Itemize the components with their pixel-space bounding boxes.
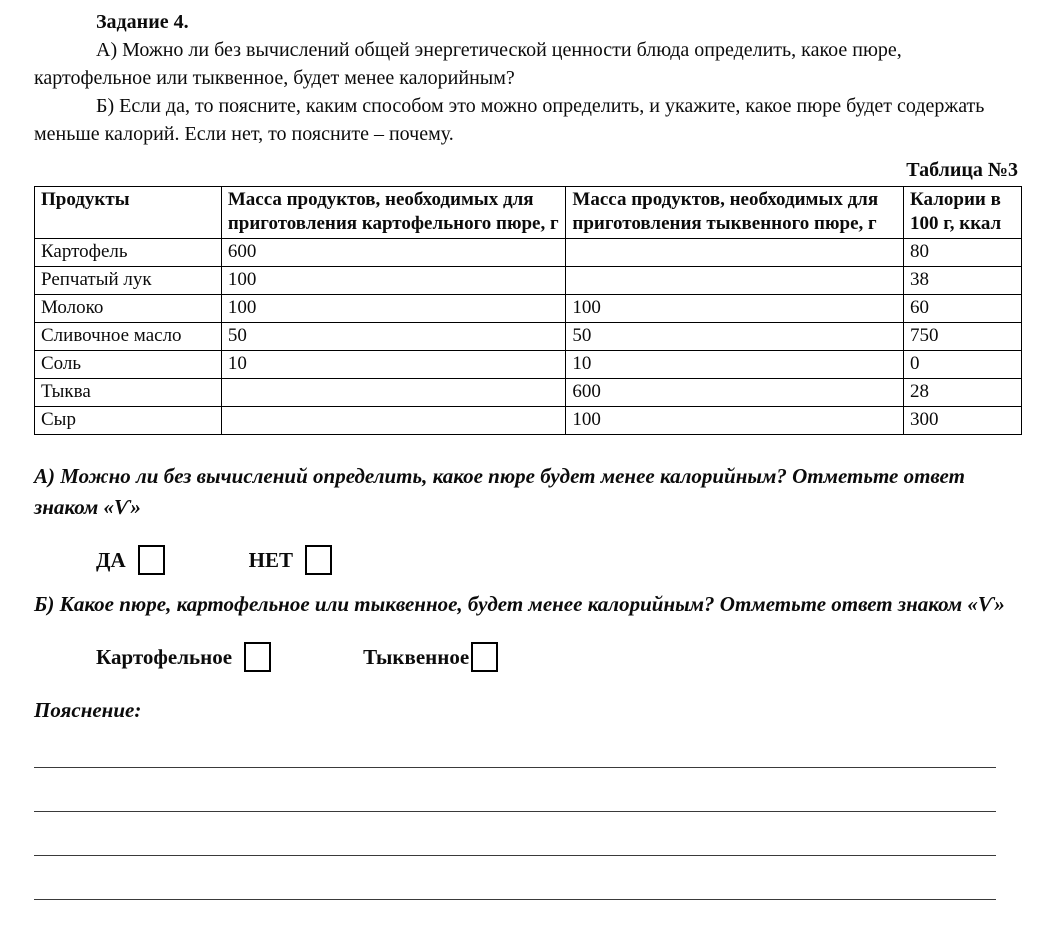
cell-pumpkin-mass: 100 [566,295,904,323]
option-no [249,545,332,575]
cell-pumpkin-mass [566,267,904,295]
question-b-options [96,642,1020,672]
explanation-label: Пояснение: [34,698,142,722]
header-products: Продукты [35,187,222,239]
cell-pumpkin-mass: 10 [566,351,904,379]
answer-line[interactable] [34,750,996,768]
answer-line[interactable] [34,768,996,812]
header-calories: Калории в 100 г, ккал [904,187,1022,239]
cell-product: Соль [35,351,222,379]
cell-product: Картофель [35,239,222,267]
table-row [35,379,1022,407]
table-row [35,267,1022,295]
answer-line[interactable] [34,856,996,900]
answer-line[interactable] [34,812,996,856]
question-a-text: А) Можно ли без вычислений определить, какое пюре будет менее калорийным? Отметьте ответ знаком «Ѵ» [34,464,965,519]
checkbox-pumpkin[interactable] [471,642,498,672]
cell-potato-mass: 100 [221,267,566,295]
option-pumpkin-label: Тыквенное [363,645,470,669]
checkbox-no[interactable] [305,545,332,575]
checkbox-potato[interactable] [244,642,271,672]
header-potato-mass: Масса продуктов, необходимых для приготовления картофельного пюре, г [221,187,566,239]
table-row [35,295,1022,323]
question-b-text: Б) Какое пюре, картофельное или тыквенное, будет менее калорийным? Отметьте ответ знаком «Ѵ» [34,592,1005,616]
cell-potato-mass: 50 [221,323,566,351]
table-row [35,239,1022,267]
checkbox-yes[interactable] [138,545,165,575]
option-pumpkin [363,642,498,672]
option-potato-label: Картофельное [96,645,233,669]
header-pumpkin-mass: Масса продуктов, необходимых для приготовления тыквенного пюре, г [566,187,904,239]
table-row [35,323,1022,351]
cell-product: Сыр [35,407,222,435]
cell-calories: 300 [904,407,1022,435]
cell-calories: 80 [904,239,1022,267]
cell-potato-mass: 100 [221,295,566,323]
task-title: Задание 4. [96,11,189,33]
cell-pumpkin-mass [566,239,904,267]
table-header-row [35,187,1022,239]
cell-calories: 60 [904,295,1022,323]
table-caption: Таблица №3 [906,159,1018,181]
option-potato [96,642,271,672]
cell-product: Молоко [35,295,222,323]
option-no-label: НЕТ [248,548,293,572]
cell-potato-mass: 10 [221,351,566,379]
task-paragraph-b: Б) Если да, то поясните, каким способом это можно определить, и укажите, какое пюре будет содержать меньше калорий. Если нет, то поясните – почему. [34,95,985,145]
answer-lines [34,750,1020,900]
cell-product: Репчатый лук [35,267,222,295]
cell-calories: 38 [904,267,1022,295]
cell-calories: 750 [904,323,1022,351]
option-yes [96,545,165,575]
cell-calories: 28 [904,379,1022,407]
cell-pumpkin-mass: 100 [566,407,904,435]
question-a-options [96,545,1020,575]
table-row [35,351,1022,379]
cell-potato-mass: 600 [221,239,566,267]
cell-potato-mass [221,407,566,435]
cell-product: Сливочное масло [35,323,222,351]
cell-product: Тыква [35,379,222,407]
cell-calories: 0 [904,351,1022,379]
cell-potato-mass [221,379,566,407]
table-row [35,407,1022,435]
products-table [34,186,1022,435]
option-yes-label: ДА [96,548,126,572]
cell-pumpkin-mass: 600 [566,379,904,407]
cell-pumpkin-mass: 50 [566,323,904,351]
task-paragraph-a: А) Можно ли без вычислений общей энергетической ценности блюда определить, какое пюре, картофельное или тыквенное, будет менее калорийным? [34,39,902,89]
